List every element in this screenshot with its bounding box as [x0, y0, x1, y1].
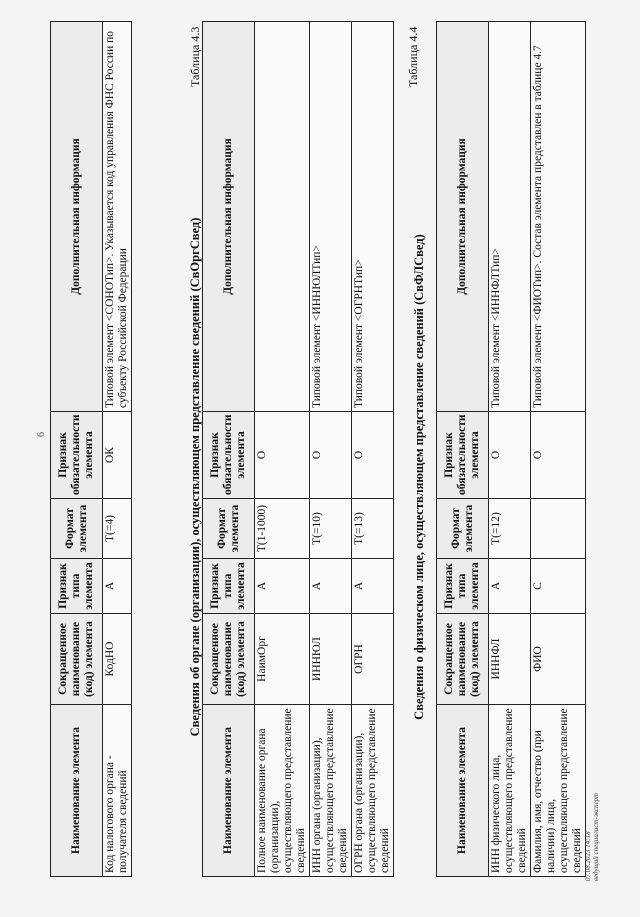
- cell-name: ОГРН органа (организации), осуществляющего представление сведений: [352, 705, 394, 877]
- header-name: Наименование элемента: [51, 705, 103, 877]
- cell-format: Т(=12): [489, 499, 531, 559]
- table-row: [255, 22, 310, 877]
- cell-format: Т(=13): [352, 499, 394, 559]
- cell-format: Т(=10): [310, 499, 352, 559]
- cell-type: А: [103, 559, 132, 614]
- header-info: Дополнительная информация: [51, 22, 103, 412]
- header-format: Формат элемента: [437, 499, 489, 559]
- cell-req: ОК: [103, 412, 132, 499]
- cell-name: ИНН физического лица, осуществляющего представление сведений: [489, 705, 531, 877]
- table-4-4-title: Сведения о физическом лице, осуществляющем представление сведений (СвФЛСвед): [412, 234, 426, 720]
- table-header-row: [51, 22, 103, 877]
- cell-type: С: [531, 559, 586, 614]
- header-type: Признак типа элемента: [51, 559, 103, 614]
- cell-req: О: [352, 412, 394, 499]
- header-type: Признак типа элемента: [203, 559, 255, 614]
- table-4-4: [436, 21, 586, 877]
- cell-type: А: [255, 559, 310, 614]
- cell-info: Типовой элемент <СОНОТип>. Указывается код управления ФНС России по субъекту Российской Федерации: [103, 22, 132, 412]
- table-4-4-caption: Таблица 4.4: [406, 26, 420, 87]
- cell-req: О: [310, 412, 352, 499]
- table-4-3: [202, 21, 394, 877]
- header-info: Дополнительная информация: [203, 22, 255, 412]
- cell-name: Код налогового органа - получателя сведений: [103, 705, 132, 877]
- header-format: Формат элемента: [203, 499, 255, 559]
- header-code: Сокращенное наименование (код) элемента: [203, 614, 255, 705]
- cell-type: А: [310, 559, 352, 614]
- page-number: 6: [36, 432, 47, 437]
- header-name: Наименование элемента: [203, 705, 255, 877]
- cell-req: О: [255, 412, 310, 499]
- cell-code: ИННЮЛ: [310, 614, 352, 705]
- table-row: [103, 22, 132, 877]
- header-req: Признак обязательности элемента: [51, 412, 103, 499]
- signature-stamp: [584, 793, 600, 881]
- cell-name: Полное наименование органа (организации), осуществляющего представление сведений: [255, 705, 310, 877]
- cell-name: ИНН органа (организации), осуществляющего представление сведений: [310, 705, 352, 877]
- table-header-row: [203, 22, 255, 877]
- cell-info: Типовой элемент <ОГРНТип>: [352, 22, 394, 412]
- cell-format: Т(1-1000): [255, 499, 310, 559]
- header-req: Признак обязательности элемента: [437, 412, 489, 499]
- cell-req: О: [531, 412, 586, 499]
- header-code: Сокращенное наименование (код) элемента: [51, 614, 103, 705]
- header-format: Формат элемента: [51, 499, 103, 559]
- cell-code: ФИО: [531, 614, 586, 705]
- cell-format: [531, 499, 586, 559]
- cell-code: ИННФЛ: [489, 614, 531, 705]
- header-name: Наименование элемента: [437, 705, 489, 877]
- header-req: Признак обязательности элемента: [203, 412, 255, 499]
- signature-date: 07.08.2023 14:18: [584, 831, 592, 881]
- table-header-row: [437, 22, 489, 877]
- header-code: Сокращенное наименование (код) элемента: [437, 614, 489, 705]
- cell-info: Типовой элемент <ИННЮЛТип>: [310, 22, 352, 412]
- cell-code: КодНО: [103, 614, 132, 705]
- table-row: [531, 22, 586, 877]
- cell-info: [255, 22, 310, 412]
- cell-info: Типовой элемент <ФИОТип>. Состав элемента представлен в таблице 4.7: [531, 22, 586, 412]
- cell-req: О: [489, 412, 531, 499]
- table-4-3-title: Сведения об органе (организации), осуществляющем представление сведений (СвОргСвед): [188, 217, 202, 737]
- table-row: [310, 22, 352, 877]
- cell-type: А: [489, 559, 531, 614]
- cell-name: Фамилия, имя, отчество (при наличии) лица, осуществляющего представление сведений: [531, 705, 586, 877]
- table-row: [489, 22, 531, 877]
- cell-code: ОГРН: [352, 614, 394, 705]
- header-type: Признак типа элемента: [437, 559, 489, 614]
- table-row: [352, 22, 394, 877]
- table-continuation: [50, 21, 132, 877]
- header-info: Дополнительная информация: [437, 22, 489, 412]
- signature-role: ведущий специалист-эксперт: [592, 792, 600, 881]
- cell-code: НаимОрг: [255, 614, 310, 705]
- table-4-3-caption: Таблица 4.3: [188, 26, 202, 87]
- cell-info: Типовой элемент <ИННФЛТип>: [489, 22, 531, 412]
- cell-type: А: [352, 559, 394, 614]
- cell-format: Т(=4): [103, 499, 132, 559]
